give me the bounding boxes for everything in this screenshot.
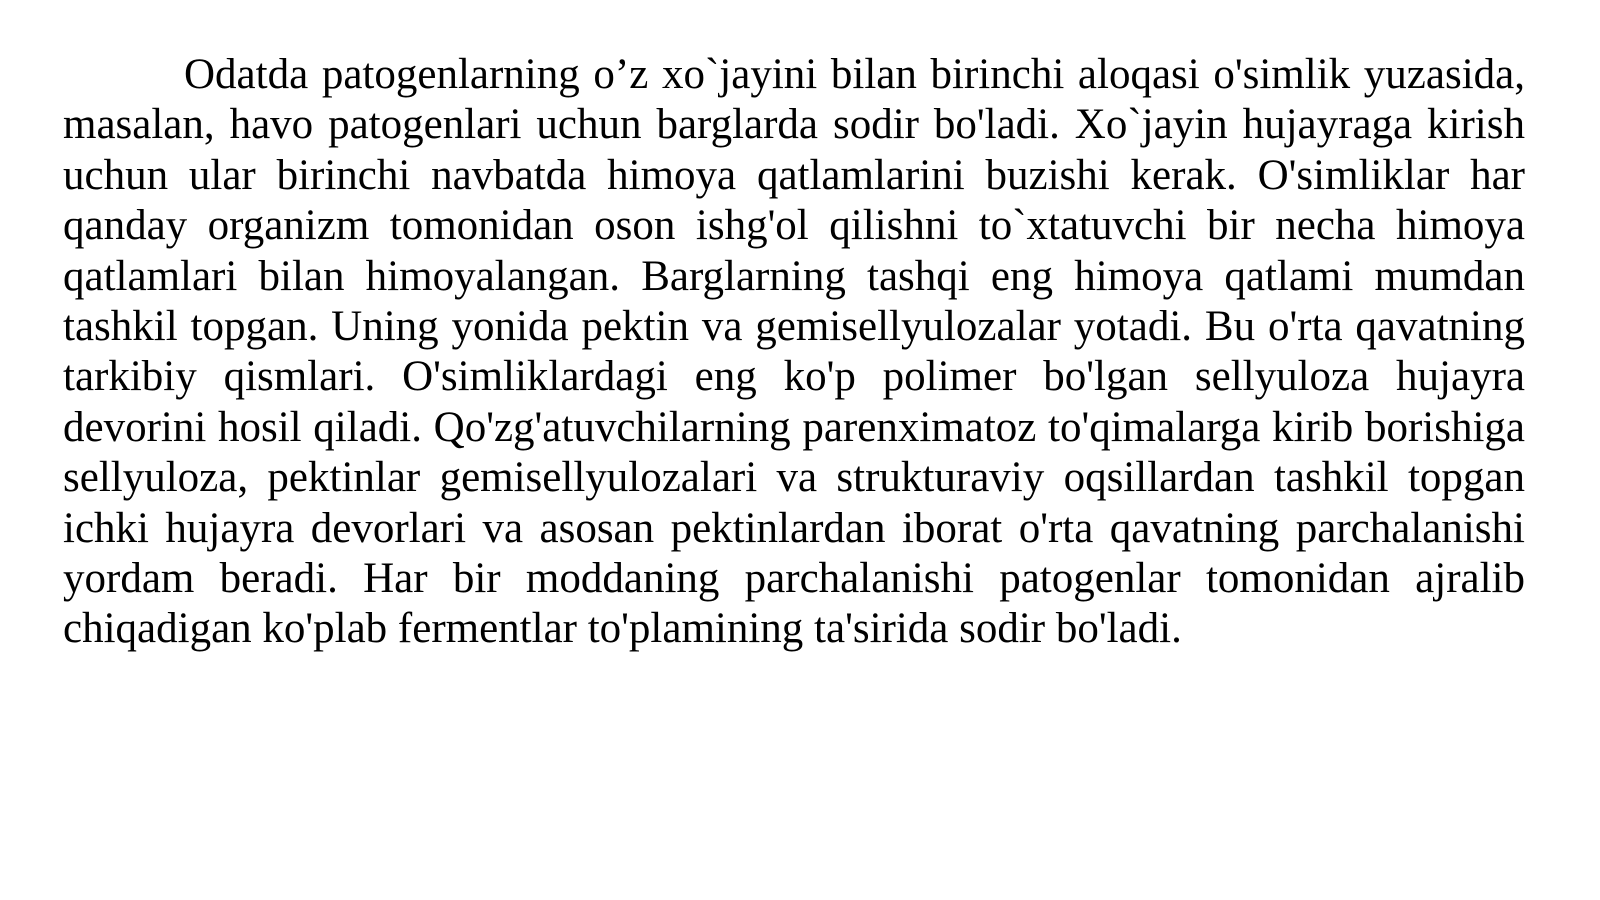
body-paragraph: Odatda patogenlarning o’z xo`jayini bilan birinchi aloqasi o'simlik yuzasida, masalan, havo patogenlari uchun barglarda sodir bo'ladi. Xo`jayin hujayraga kirish uchun ular birinchi navbatda himoya qatlamlarini buzishi kerak. O'simliklar har qanday organizm tomonidan oson ishg'ol qilishni to`xtatuvchi bir necha himoya qatlamlari bilan himoyalangan. Barglarning tashqi eng himoya qatlami mumdan tashkil topgan. Uning yonida pektin va gemisellyulozalar yotadi. Bu o'rta qavatning tarkibiy qismlari. O'simliklardagi eng ko'p polimer bo'lgan sellyuloza hujayra devorini hosil qiladi. Qo'zg'atuvchilarning parenximatoz to'qimalarga kirib borishiga sellyuloza, pektinlar gemisellyulozalari va strukturaviy oqsillardan tashkil topgan ichki hujayra devorlari va asosan pektinlardan iborat o'rta qavatning parchalanishi yordam beradi. Har bir moddaning parchalanishi patogenlar tomonidan ajralib chiqadigan ko'plab fermentlar to'plamining ta'sirida sodir bo'ladi. <box>63 51 1525 653</box>
